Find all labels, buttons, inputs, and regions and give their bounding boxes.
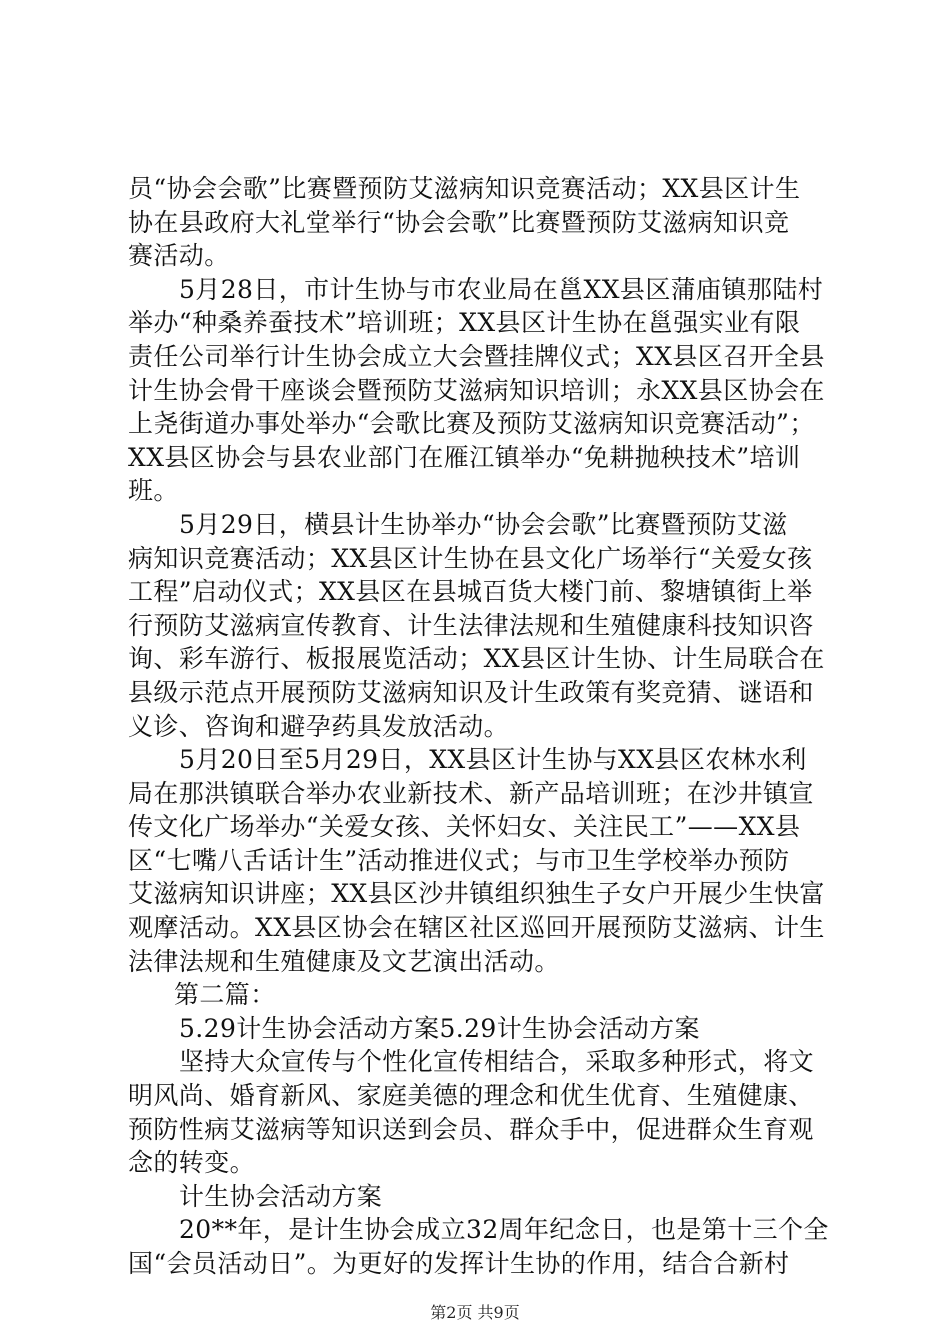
text-line: 国“会员活动日”。为更好的发挥计生协的作用，结合合新村: [128, 1249, 790, 1278]
text-line: 局在那洪镇联合举办农业新技术、新产品培训班；在沙井镇宣: [128, 778, 814, 808]
text-line: 班。: [128, 476, 179, 506]
section-title: 5.29计生协会活动方案5.29计生协会活动方案: [179, 1013, 700, 1043]
text-line: 举办“种桑养蚕技术”培训班；XX县区计生协在邕强实业有限: [128, 308, 801, 338]
text-line: 赛活动。: [128, 241, 230, 271]
text-line: 传文化广场举办“关爱女孩、关怀妇女、关注民工”——XX县: [128, 812, 801, 842]
paragraph-start-line: 坚持大众宣传与个性化宣传相结合，采取多种形式，将文: [179, 1047, 815, 1077]
subsection-title: 计生协会活动方案: [179, 1181, 383, 1211]
text-line: 法律法规和生殖健康及文艺演出活动。: [128, 946, 560, 976]
text-line: 员“协会会歌”比赛暨预防艾滋病知识竞赛活动；XX县区计生: [128, 174, 801, 203]
text-line: 区“七嘴八舌话计生”活动推进仪式；与市卫生学校举办预防: [128, 845, 790, 875]
text-line: 询、彩车游行、板报展览活动；XX县区计生协、计生局联合在: [128, 644, 825, 674]
text-line: 县级示范点开展预防艾滋病知识及计生政策有奖竞猜、谜语和: [128, 677, 814, 707]
text-line: 责任公司举行计生协会成立大会暨挂牌仪式；XX县区召开全县: [128, 341, 825, 371]
paragraph-start-line: 5月28日，市计生协与市农业局在邕XX县区蒲庙镇那陆村: [179, 274, 824, 304]
text-line: 义诊、咨询和避孕药具发放活动。: [128, 711, 510, 741]
text-line: 明风尚、婚育新风、家庭美德的理念和优生优育、生殖健康、: [128, 1081, 814, 1111]
section-heading: 第二篇：: [174, 980, 276, 1010]
text-line: 工程”启动仪式；XX县区在县城百货大楼门前、黎塘镇街上举: [128, 577, 813, 607]
text-line: 计生协会骨干座谈会暨预防艾滋病知识培训；永XX县区协会在: [128, 375, 825, 405]
paragraph-start-line: 20**年，是计生协会成立32周年纪念日，也是第十三个全: [179, 1215, 829, 1245]
text-line: 念的转变。: [128, 1148, 256, 1178]
text-line: 协在县政府大礼堂举行“协会会歌”比赛暨预防艾滋病知识竞: [128, 207, 790, 237]
text-line: XX县区协会与县农业部门在雁江镇举办“免耕抛秧技术”培训: [128, 442, 801, 472]
text-line: 观摩活动。XX县区协会在辖区社区巡回开展预防艾滋病、计生: [128, 913, 825, 943]
paragraph-start-line: 5月29日，横县计生协举办“协会会歌”比赛暨预防艾滋: [179, 509, 788, 539]
text-line: 病知识竞赛活动；XX县区计生协在县文化广场举行“关爱女孩: [128, 543, 813, 573]
page-footer: 第2页 共9页: [430, 1303, 520, 1322]
text-line: 行预防艾滋病宣传教育、计生法律法规和生殖健康科技知识咨: [128, 610, 814, 640]
document-body: [128, 172, 833, 1281]
text-line: 预防性病艾滋病等知识送到会员、群众手中，促进群众生育观: [128, 1114, 814, 1144]
text-line: 上尧街道办事处举办“会歌比赛及预防艾滋病知识竞赛活动”；: [128, 409, 815, 439]
text-line: 艾滋病知识讲座；XX县区沙井镇组织独生子女户开展少生快富: [128, 879, 825, 909]
paragraph-start-line: 5月20日至5月29日，XX县区计生协与XX县区农林水利: [179, 745, 807, 775]
